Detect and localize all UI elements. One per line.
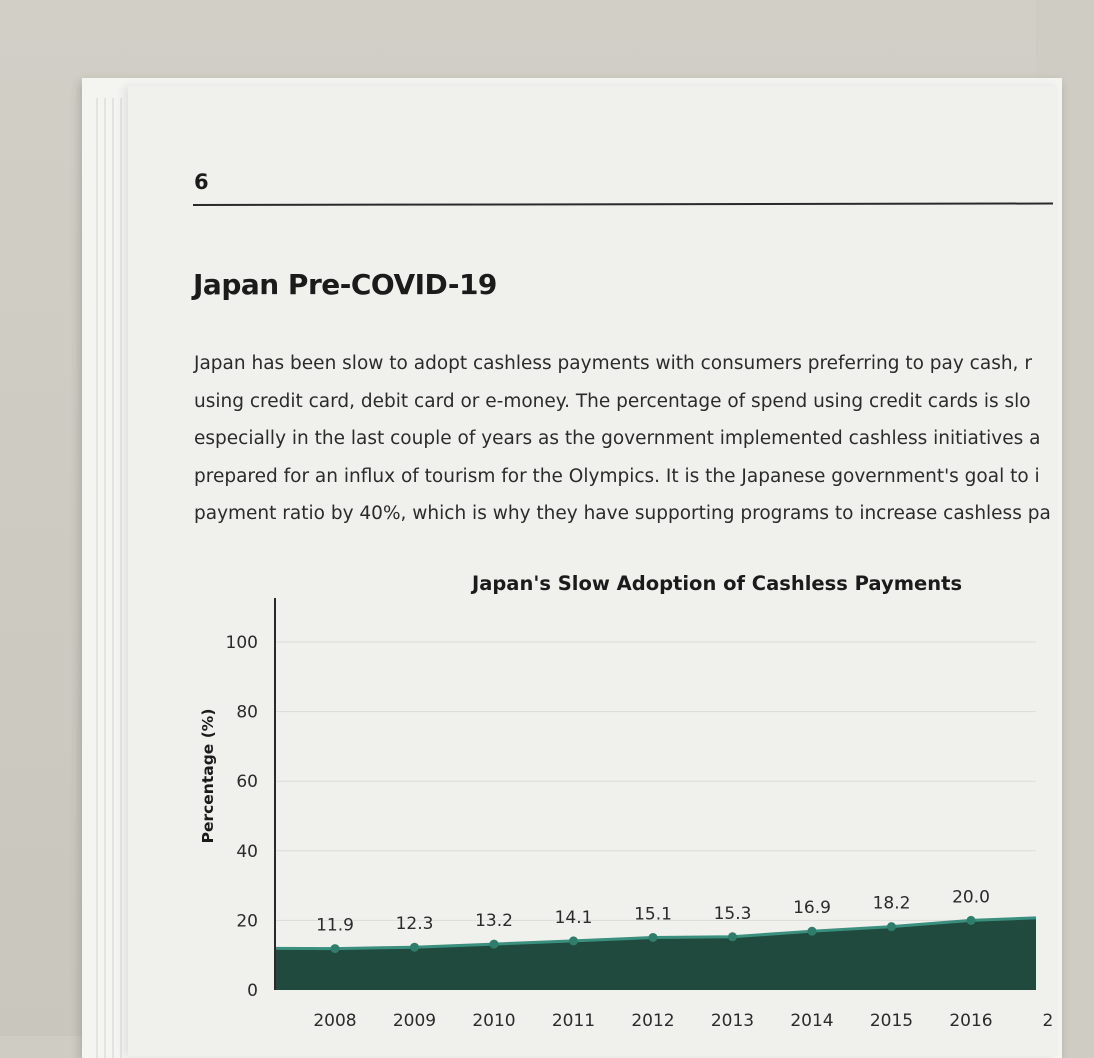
- x-tick-label: 2011: [551, 1011, 596, 1031]
- x-tick-label: 2008: [313, 1011, 357, 1031]
- data-point: [887, 922, 896, 931]
- data-label: 14.1: [554, 907, 593, 928]
- y-tick-label: 60: [236, 772, 258, 793]
- x-tick-label: 2012: [631, 1011, 675, 1031]
- data-point: [728, 932, 737, 941]
- data-label: 13.2: [475, 911, 513, 932]
- y-tick-labels: [226, 633, 258, 1001]
- y-tick-label: 80: [236, 702, 258, 723]
- x-tick-label: 2: [1042, 1011, 1054, 1031]
- gridlines: [275, 642, 1036, 920]
- body-line: prepared for an influx of tourism for the Olympics. It is the Japanese government's goal to i: [194, 465, 1040, 487]
- x-tick-label: 2015: [869, 1011, 914, 1031]
- x-tick-label: 2010: [472, 1011, 516, 1031]
- data-point: [410, 943, 419, 952]
- data-point: [967, 916, 976, 925]
- body-line: Japan has been slow to adopt cashless payments with consumers preferring to pay cash, r: [194, 353, 1032, 374]
- data-label: 12.3: [395, 914, 434, 935]
- body-line: especially in the last couple of years as the government implemented cashless initiatives a: [194, 428, 1041, 449]
- section-title: Japan Pre-COVID-19: [193, 268, 497, 301]
- x-tick-labels: [313, 1011, 1053, 1031]
- data-point: [331, 944, 340, 953]
- data-label: 16.9: [793, 898, 831, 919]
- data-label: 20.0: [952, 887, 990, 908]
- x-tick-label: 2013: [710, 1011, 755, 1031]
- page-number: 6: [194, 170, 209, 194]
- x-tick-label: 2009: [392, 1011, 437, 1031]
- x-tick-label: 2014: [790, 1011, 834, 1031]
- data-label: 15.3: [713, 903, 752, 924]
- y-tick-label: 100: [225, 633, 258, 653]
- data-point: [808, 927, 817, 936]
- data-point: [649, 933, 658, 942]
- data-label: 11.9: [316, 915, 354, 936]
- data-label: 18.2: [872, 893, 911, 914]
- y-tick-label: 40: [236, 841, 258, 862]
- y-axis-label: Percentage (%): [199, 708, 217, 844]
- y-tick-label: 20: [236, 911, 258, 932]
- data-point: [490, 940, 499, 949]
- body-line: using credit card, debit card or e-money. The percentage of spend using credit cards is slo: [194, 390, 1031, 412]
- data-label: 15.1: [634, 904, 672, 925]
- x-tick-label: 2016: [949, 1011, 993, 1031]
- data-point: [569, 936, 578, 945]
- y-tick-label: 0: [247, 981, 258, 1001]
- body-line: payment ratio by 40%, which is why they have supporting programs to increase cashless pa: [194, 503, 1051, 524]
- chart-title: Japan's Slow Adoption of Cashless Payments: [471, 572, 963, 595]
